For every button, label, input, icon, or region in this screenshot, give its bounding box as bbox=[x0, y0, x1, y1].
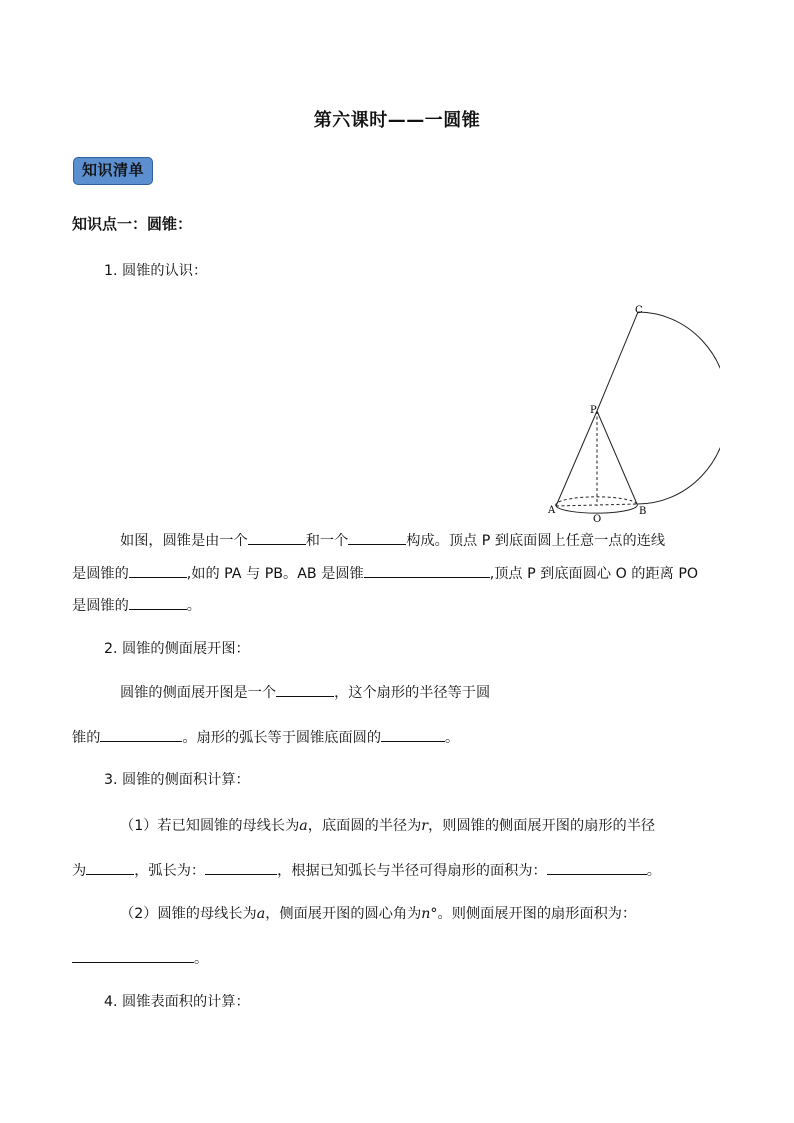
blank-field[interactable] bbox=[248, 529, 306, 545]
label-b: B bbox=[639, 506, 647, 517]
section1-line3: 是圆锥的 。 bbox=[72, 594, 201, 615]
slant-line-pc bbox=[597, 312, 638, 411]
blank-field[interactable] bbox=[364, 562, 490, 578]
section2-line1: 圆锥的侧面展开图是一个 ，这个扇形的半径等于圆 bbox=[120, 681, 490, 702]
blank-field[interactable] bbox=[86, 859, 134, 875]
section2-line2: 锥的 。扇形的弧长等于圆锥底面圆的 。 bbox=[72, 726, 459, 747]
blank-field[interactable] bbox=[100, 726, 182, 742]
section3-p2-line1: （2）圆锥的母线长为a，侧面展开图的圆心角为n°。则侧面展开图的扇形面积为： bbox=[120, 906, 637, 922]
section-badge: 知识清单 bbox=[73, 157, 153, 185]
section1-line2: 是圆锥的 ,如的 PA 与 PB。AB 是圆锥 ,顶点 P 到底面圆心 O 的距离 PO bbox=[72, 562, 698, 583]
cone-figure bbox=[540, 300, 720, 525]
sector-arc bbox=[637, 312, 720, 504]
slant-line-pb bbox=[597, 411, 637, 504]
blank-field[interactable] bbox=[129, 562, 187, 578]
label-o: O bbox=[593, 514, 602, 525]
section1-line1: 如图，圆锥是由一个 和一个 构成。顶点 P 到底面圆上任意一点的连线 bbox=[120, 529, 665, 550]
label-a: A bbox=[548, 505, 556, 516]
section3-p1-line1: （1）若已知圆锥的母线长为a，底面圆的半径为r，则圆锥的侧面展开图的扇形的半径 bbox=[120, 818, 656, 834]
section3-p2-line2: 。 bbox=[72, 947, 208, 968]
blank-field[interactable] bbox=[381, 726, 445, 742]
section2-heading: 2. 圆锥的侧面展开图： bbox=[104, 641, 250, 657]
section3-p1-line2: 为 ，弧长为： ，根据已知弧长与半径可得扇形的面积为： 。 bbox=[72, 859, 661, 880]
label-c: C bbox=[635, 305, 643, 316]
slant-line-pa bbox=[556, 411, 597, 506]
blank-field[interactable] bbox=[129, 594, 187, 610]
blank-field[interactable] bbox=[72, 947, 194, 963]
blank-field[interactable] bbox=[348, 529, 406, 545]
section1-heading: 1. 圆锥的认识： bbox=[104, 263, 208, 279]
blank-field[interactable] bbox=[205, 859, 277, 875]
knowledge-point-heading: 知识点一：圆锥： bbox=[72, 215, 193, 233]
section3-heading: 3. 圆锥的侧面积计算： bbox=[104, 772, 250, 788]
blank-field[interactable] bbox=[547, 859, 647, 875]
page-title: 第六课时——一圆锥 bbox=[313, 110, 481, 131]
section4-heading: 4. 圆锥表面积的计算： bbox=[104, 994, 250, 1010]
label-p: P bbox=[590, 405, 597, 416]
blank-field[interactable] bbox=[276, 681, 334, 697]
